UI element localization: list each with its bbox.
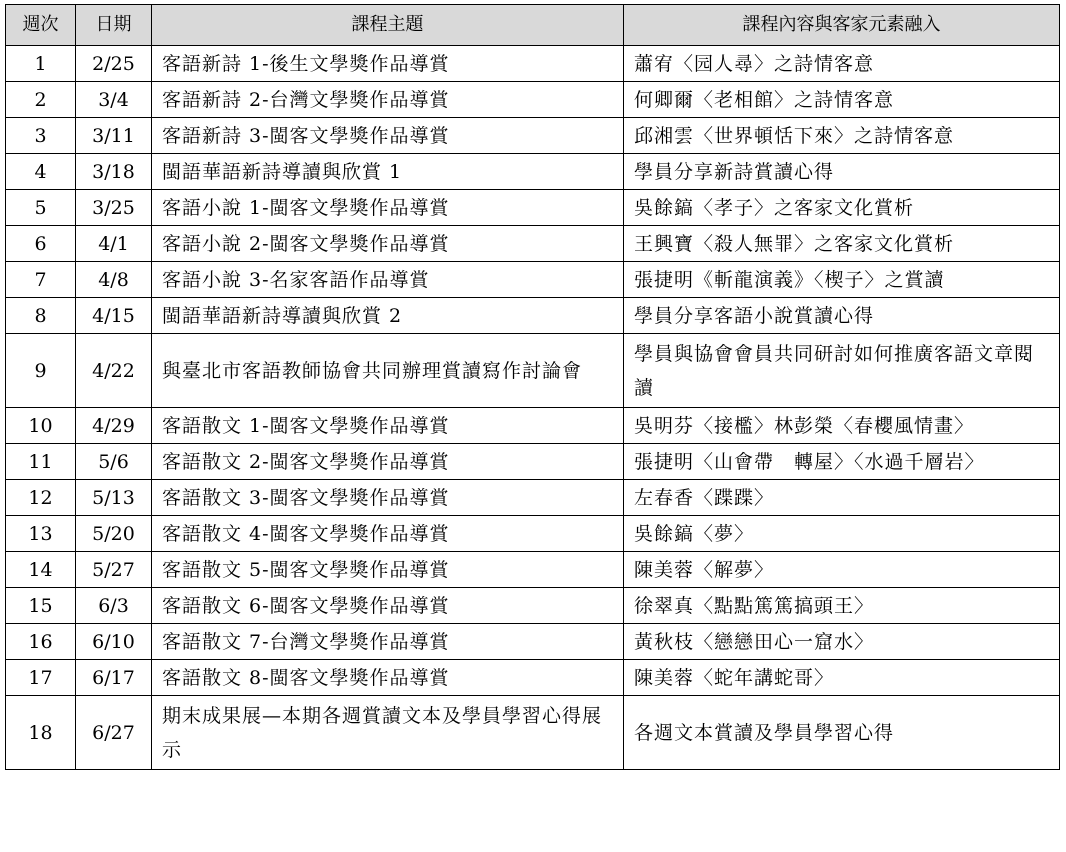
week-cell: 13 xyxy=(6,516,76,552)
content-cell: 何卿爾〈老相館〉之詩情客意 xyxy=(624,82,1060,118)
content-cell: 學員分享新詩賞讀心得 xyxy=(624,154,1060,190)
table-row xyxy=(6,118,1060,154)
table-row xyxy=(6,262,1060,298)
week-cell: 15 xyxy=(6,588,76,624)
topic-cell: 客語散文 5-閩客文學獎作品導賞 xyxy=(152,552,624,588)
week-cell: 5 xyxy=(6,190,76,226)
date-cell: 3/4 xyxy=(76,82,152,118)
date-cell: 4/15 xyxy=(76,298,152,334)
content-cell: 陳美蓉〈蛇年講蛇哥〉 xyxy=(624,660,1060,696)
table-row xyxy=(6,82,1060,118)
table-row xyxy=(6,190,1060,226)
header-content: 課程內容與客家元素融入 xyxy=(624,5,1060,46)
topic-cell: 客語散文 6-閩客文學獎作品導賞 xyxy=(152,588,624,624)
topic-cell: 客語新詩 3-閩客文學獎作品導賞 xyxy=(152,118,624,154)
table-row xyxy=(6,624,1060,660)
date-cell: 6/10 xyxy=(76,624,152,660)
week-cell: 12 xyxy=(6,480,76,516)
date-cell: 6/3 xyxy=(76,588,152,624)
topic-cell: 客語新詩 1-後生文學獎作品導賞 xyxy=(152,46,624,82)
content-cell: 學員與協會會員共同研討如何推廣客語文章閱讀 xyxy=(624,334,1060,408)
week-cell: 10 xyxy=(6,408,76,444)
content-cell: 吳餘鎬〈孝子〉之客家文化賞析 xyxy=(624,190,1060,226)
content-cell: 邱湘雲〈世界頓恬下來〉之詩情客意 xyxy=(624,118,1060,154)
topic-cell: 客語散文 7-台灣文學獎作品導賞 xyxy=(152,624,624,660)
table-body xyxy=(6,46,1060,770)
topic-cell: 客語小說 2-閩客文學獎作品導賞 xyxy=(152,226,624,262)
date-cell: 6/27 xyxy=(76,696,152,770)
table-row xyxy=(6,516,1060,552)
topic-cell: 客語散文 3-閩客文學獎作品導賞 xyxy=(152,480,624,516)
week-cell: 3 xyxy=(6,118,76,154)
table-row xyxy=(6,444,1060,480)
table-row xyxy=(6,552,1060,588)
week-cell: 1 xyxy=(6,46,76,82)
topic-cell: 閩語華語新詩導讀與欣賞 2 xyxy=(152,298,624,334)
week-cell: 11 xyxy=(6,444,76,480)
date-cell: 5/13 xyxy=(76,480,152,516)
topic-cell: 期末成果展—本期各週賞讀文本及學員學習心得展示 xyxy=(152,696,624,770)
date-cell: 5/27 xyxy=(76,552,152,588)
date-cell: 4/1 xyxy=(76,226,152,262)
table-row xyxy=(6,226,1060,262)
header-row xyxy=(6,5,1060,46)
table-row xyxy=(6,480,1060,516)
date-cell: 4/22 xyxy=(76,334,152,408)
content-cell: 蕭宥〈园人尋〉之詩情客意 xyxy=(624,46,1060,82)
date-cell: 4/8 xyxy=(76,262,152,298)
content-cell: 各週文本賞讀及學員學習心得 xyxy=(624,696,1060,770)
content-cell: 張捷明〈山會帶 轉屋〉〈水過千層岩〉 xyxy=(624,444,1060,480)
week-cell: 8 xyxy=(6,298,76,334)
content-cell: 吳餘鎬〈夢〉 xyxy=(624,516,1060,552)
topic-cell: 客語散文 4-閩客文學獎作品導賞 xyxy=(152,516,624,552)
content-cell: 張捷明《斬龍演義》〈楔子〉之賞讀 xyxy=(624,262,1060,298)
topic-cell: 客語散文 2-閩客文學獎作品導賞 xyxy=(152,444,624,480)
header-topic: 課程主題 xyxy=(152,5,624,46)
topic-cell: 閩語華語新詩導讀與欣賞 1 xyxy=(152,154,624,190)
date-cell: 2/25 xyxy=(76,46,152,82)
topic-cell: 與臺北市客語教師協會共同辦理賞讀寫作討論會 xyxy=(152,334,624,408)
date-cell: 3/18 xyxy=(76,154,152,190)
table-row xyxy=(6,696,1060,770)
content-cell: 王興寶〈殺人無罪〉之客家文化賞析 xyxy=(624,226,1060,262)
date-cell: 3/25 xyxy=(76,190,152,226)
week-cell: 14 xyxy=(6,552,76,588)
table-row xyxy=(6,298,1060,334)
date-cell: 6/17 xyxy=(76,660,152,696)
topic-cell: 客語新詩 2-台灣文學獎作品導賞 xyxy=(152,82,624,118)
date-cell: 5/6 xyxy=(76,444,152,480)
content-cell: 黃秋枝〈戀戀田心一窟水〉 xyxy=(624,624,1060,660)
topic-cell: 客語小說 3-名家客語作品導賞 xyxy=(152,262,624,298)
week-cell: 18 xyxy=(6,696,76,770)
header-date: 日期 xyxy=(76,5,152,46)
table-row xyxy=(6,334,1060,408)
topic-cell: 客語散文 1-閩客文學獎作品導賞 xyxy=(152,408,624,444)
topic-cell: 客語小說 1-閩客文學獎作品導賞 xyxy=(152,190,624,226)
date-cell: 5/20 xyxy=(76,516,152,552)
date-cell: 4/29 xyxy=(76,408,152,444)
week-cell: 16 xyxy=(6,624,76,660)
topic-cell: 客語散文 8-閩客文學獎作品導賞 xyxy=(152,660,624,696)
date-cell: 3/11 xyxy=(76,118,152,154)
week-cell: 17 xyxy=(6,660,76,696)
table-row xyxy=(6,408,1060,444)
header-week: 週次 xyxy=(6,5,76,46)
table-row xyxy=(6,660,1060,696)
table-header xyxy=(6,5,1060,46)
content-cell: 學員分享客語小說賞讀心得 xyxy=(624,298,1060,334)
week-cell: 7 xyxy=(6,262,76,298)
week-cell: 6 xyxy=(6,226,76,262)
content-cell: 徐翠真〈點點篤篤搞頭王〉 xyxy=(624,588,1060,624)
table-row xyxy=(6,46,1060,82)
week-cell: 2 xyxy=(6,82,76,118)
week-cell: 9 xyxy=(6,334,76,408)
table-row xyxy=(6,154,1060,190)
content-cell: 陳美蓉〈解夢〉 xyxy=(624,552,1060,588)
table-row xyxy=(6,588,1060,624)
content-cell: 吳明芬〈接檻〉林彭榮〈春櫻風情畫〉 xyxy=(624,408,1060,444)
course-schedule-table xyxy=(5,4,1060,770)
content-cell: 左春香〈蹀蹀〉 xyxy=(624,480,1060,516)
week-cell: 4 xyxy=(6,154,76,190)
